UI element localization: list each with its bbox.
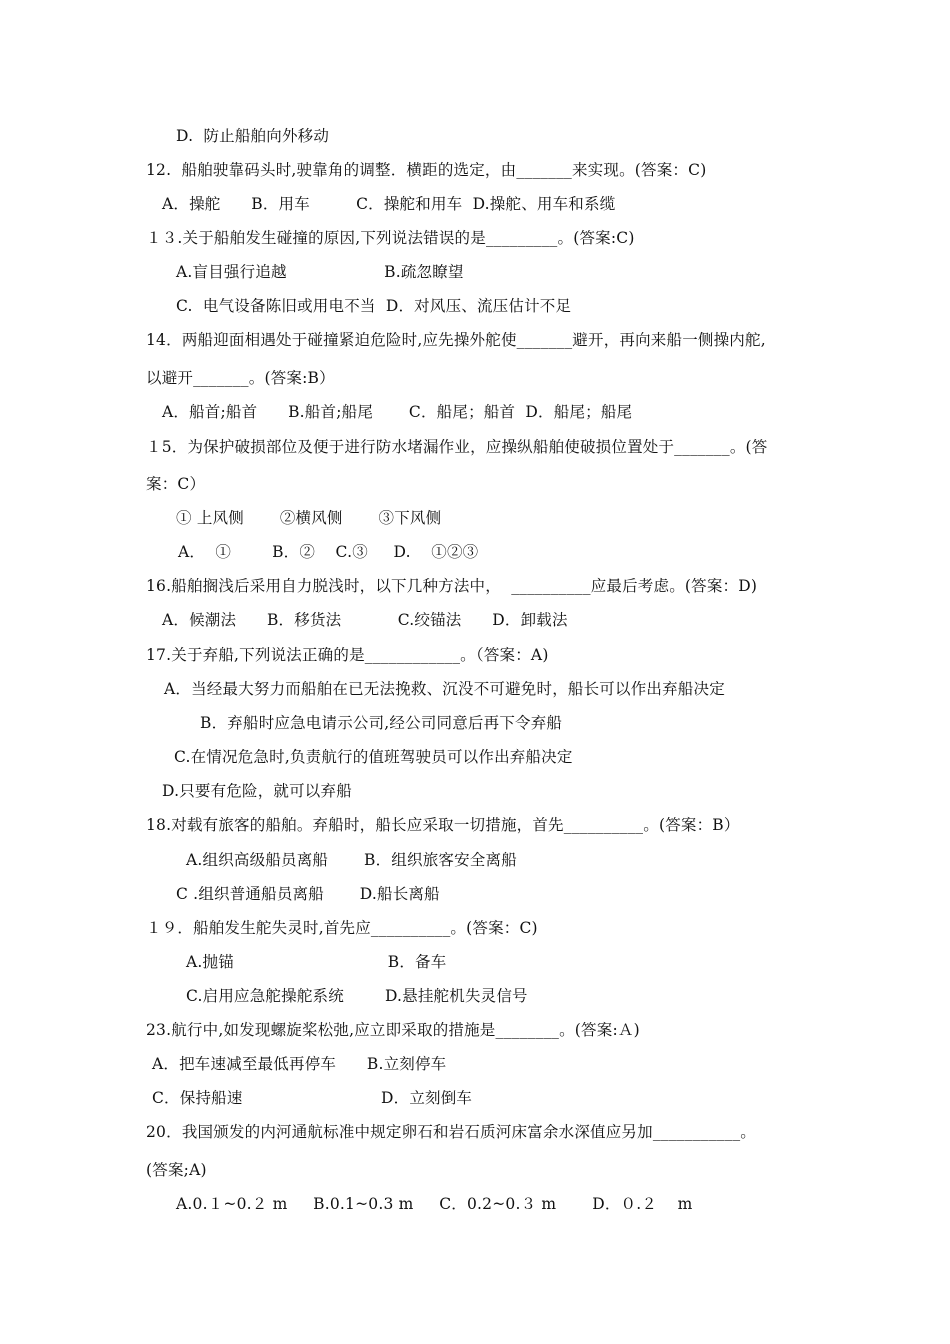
option-17b: B．弃船时应急电请示公司,经公司同意后再下令弃船 [200, 714, 563, 732]
items-15: ① 上风侧 ②横风侧 ③下风侧 [176, 509, 442, 527]
option-line-11d: D. 防止船舶向外移动 [176, 127, 330, 145]
question-19: １９．船舶发生舵失灵时,首先应__________。(答案：C) [146, 919, 538, 937]
options-19-cd: C.启用应急舵操舵系统 D.悬挂舵机失灵信号 [186, 987, 528, 1005]
question-17: 17.关于弃船,下列说法正确的是____________。（答案：A) [146, 646, 549, 664]
options-15: A． ① B．② C.③ D. ①②③ [178, 543, 479, 561]
options-14: A．船首;船首 B.船首;船尾 C．船尾；船首 D．船尾；船尾 [162, 403, 633, 421]
options-13-ab: A.盲目强行追越 B.疏忽瞭望 [176, 263, 464, 281]
question-14-cont: 以避开_______。(答案:B） [146, 369, 335, 387]
option-17c: C.在情况危急时,负责航行的值班驾驶员可以作出弃船决定 [174, 748, 573, 766]
options-13-cd: C. 电气设备陈旧或用电不当 D．对风压、流压估计不足 [176, 297, 572, 315]
question-16: 16.船舶搁浅后采用自力脱浅时，以下几种方法中， __________应最后考虑。(答案：D) [146, 577, 758, 595]
question-15-cont: 案：C） [146, 475, 206, 493]
question-14: 14．两船迎面相遇处于碰撞紧迫危险时,应先操外舵使_______避开，再向来船一侧操内舵, [146, 331, 766, 349]
option-17d: D.只要有危险，就可以弃船 [162, 782, 352, 800]
question-20: 20．我国颁发的内河通航标准中规定卵石和岩石质河床富余水深值应另加___________。 [146, 1123, 756, 1141]
options-20: A.0.１~0.２ m B.0.1~0.3 m C．0.2~0.３ m D．０.２ m [176, 1195, 693, 1213]
options-16: A．候潮法 B．移货法 C.绞锚法 D．卸载法 [162, 611, 568, 629]
question-18: 18.对载有旅客的船舶。弃船时，船长应采取一切措施，首先__________。(答案：B） [146, 816, 740, 834]
question-20-cont: (答案;A) [146, 1161, 207, 1179]
question-12: 12. 船舶驶靠码头时,驶靠角的调整．横距的选定，由_______来实现。(答案：C) [146, 161, 707, 179]
options-23-cd: C．保持船速 D．立刻倒车 [152, 1089, 473, 1107]
options-23-ab: A．把车速减至最低再停车 B.立刻停车 [152, 1055, 447, 1073]
question-23: 23.航行中,如发现螺旋桨松弛,应立即采取的措施是________。(答案:Ａ) [146, 1021, 640, 1039]
options-18-ab: A.组织高级船员离船 B．组织旅客安全离船 [186, 851, 517, 869]
options-12: A．操舵 B．用车 C．操舵和用车 D.操舵、用车和系缆 [162, 195, 616, 213]
option-17a: A．当经最大努力而船舶在已无法挽救、沉没不可避免时，船长可以作出弃船决定 [164, 680, 725, 698]
question-15: １5．为保护破损部位及便于进行防水堵漏作业，应操纵船舶使破损位置处于_______。(答 [146, 438, 768, 456]
options-19-ab: A.抛锚 B．备车 [186, 953, 447, 971]
options-18-cd: C .组织普通船员离船 D.船长离船 [176, 885, 440, 903]
question-13: １３.关于船舶发生碰撞的原因,下列说法错误的是_________。(答案:C) [146, 229, 635, 247]
